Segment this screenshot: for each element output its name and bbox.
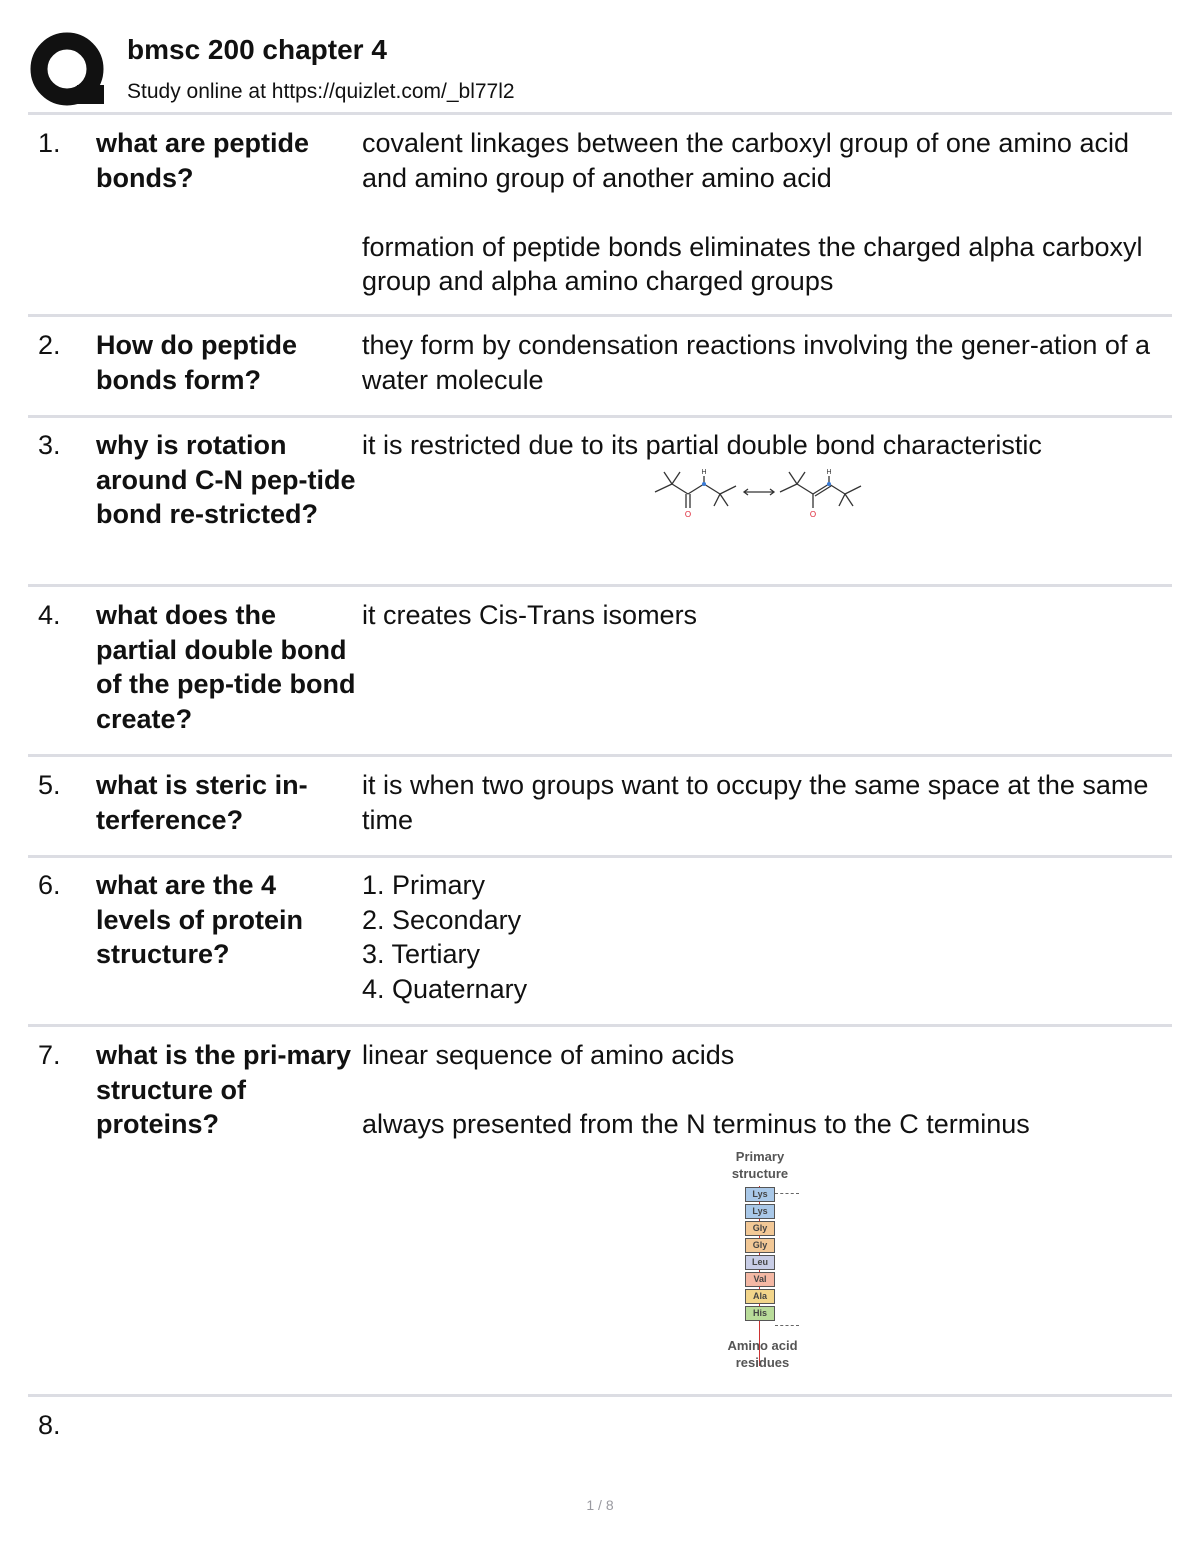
card-number: 4. xyxy=(38,600,61,630)
card-number: 7. xyxy=(38,1040,61,1070)
answer-list-item: 3. Tertiary xyxy=(362,939,481,969)
divider xyxy=(28,855,1172,858)
answer-paragraph: formation of peptide bonds eliminates the charged alpha carboxyl group and alpha amino charged groups xyxy=(362,231,1143,296)
atom-label: H xyxy=(826,469,832,476)
divider xyxy=(28,415,1172,418)
card-number: 1. xyxy=(38,128,61,158)
answer-list-item: 4. Quaternary xyxy=(362,973,528,1004)
divider xyxy=(28,584,1172,587)
card-answer xyxy=(362,768,1162,837)
residue-his: His xyxy=(745,1306,775,1321)
card-number: 3. xyxy=(38,430,61,460)
divider xyxy=(28,112,1172,115)
residue-leu: Leu xyxy=(745,1255,775,1270)
divider xyxy=(28,1024,1172,1027)
residue-lys: Lys xyxy=(745,1187,775,1202)
residue-lys: Lys xyxy=(745,1204,775,1219)
answer-list-item: 2. Secondary xyxy=(362,904,522,935)
divider xyxy=(28,754,1172,757)
card-question: what are peptide bonds? xyxy=(96,128,310,193)
figure-bottom-label: Amino acid residues xyxy=(727,1338,798,1370)
divider xyxy=(28,314,1172,317)
answer-paragraph: it is restricted due to its partial double bond characteristic xyxy=(362,430,1042,460)
card-question: what are the 4 levels of protein structure? xyxy=(96,870,304,969)
atom-label: O xyxy=(809,510,817,519)
atom-label: O xyxy=(684,510,692,519)
card-number: 8. xyxy=(38,1410,61,1440)
atom-label: H xyxy=(701,469,707,476)
answer-paragraph: it creates Cis-Trans isomers xyxy=(362,600,698,630)
quizlet-logo-icon xyxy=(30,32,106,108)
answer-paragraph: they form by condensation reactions involving the gener-ation of a water molecule xyxy=(362,330,1150,395)
card-question: How do peptide bonds form? xyxy=(96,330,297,395)
peptide-resonance-diagram xyxy=(650,466,865,522)
residue-gly: Gly xyxy=(745,1238,775,1253)
card-number: 2. xyxy=(38,330,61,360)
residue-gly: Gly xyxy=(745,1221,775,1236)
divider xyxy=(28,1394,1172,1397)
card-answer xyxy=(362,1038,1162,1142)
answer-paragraph: linear sequence of amino acids xyxy=(362,1040,735,1070)
card-question: what does the partial double bond of the pep-tide bond create? xyxy=(96,600,356,734)
figure-top-label: Primary structure xyxy=(731,1149,789,1181)
card-answer xyxy=(362,428,1162,463)
residue-ala: Ala xyxy=(745,1289,775,1304)
card-answer xyxy=(362,868,1162,1006)
card-question: why is rotation around C-N pep-tide bond re-stricted? xyxy=(96,430,356,529)
answer-paragraph: it is when two groups want to occupy the same space at the same time xyxy=(362,770,1149,835)
card-answer xyxy=(362,328,1162,397)
card-number: 5. xyxy=(38,770,61,800)
residue-val: Val xyxy=(745,1272,775,1287)
answer-paragraph: always presented from the N terminus to the C terminus xyxy=(362,1109,1030,1139)
study-online-link[interactable]: Study online at https://quizlet.com/_bl77l2 xyxy=(127,80,515,103)
card-question: what is the pri-mary structure of proteins? xyxy=(96,1040,352,1139)
primary-structure-figure xyxy=(715,1146,810,1376)
card-question: what is steric in-terference? xyxy=(96,770,308,835)
card-answer xyxy=(362,598,1162,633)
answer-paragraph: covalent linkages between the carboxyl group of one amino acid and amino group of another amino acid xyxy=(362,128,1129,193)
answer-list-item: 1. Primary xyxy=(362,870,486,900)
card-number: 6. xyxy=(38,870,61,900)
page-title: bmsc 200 chapter 4 xyxy=(127,34,387,65)
page-indicator: 1 / 8 xyxy=(586,1497,614,1513)
card-answer xyxy=(362,126,1162,299)
